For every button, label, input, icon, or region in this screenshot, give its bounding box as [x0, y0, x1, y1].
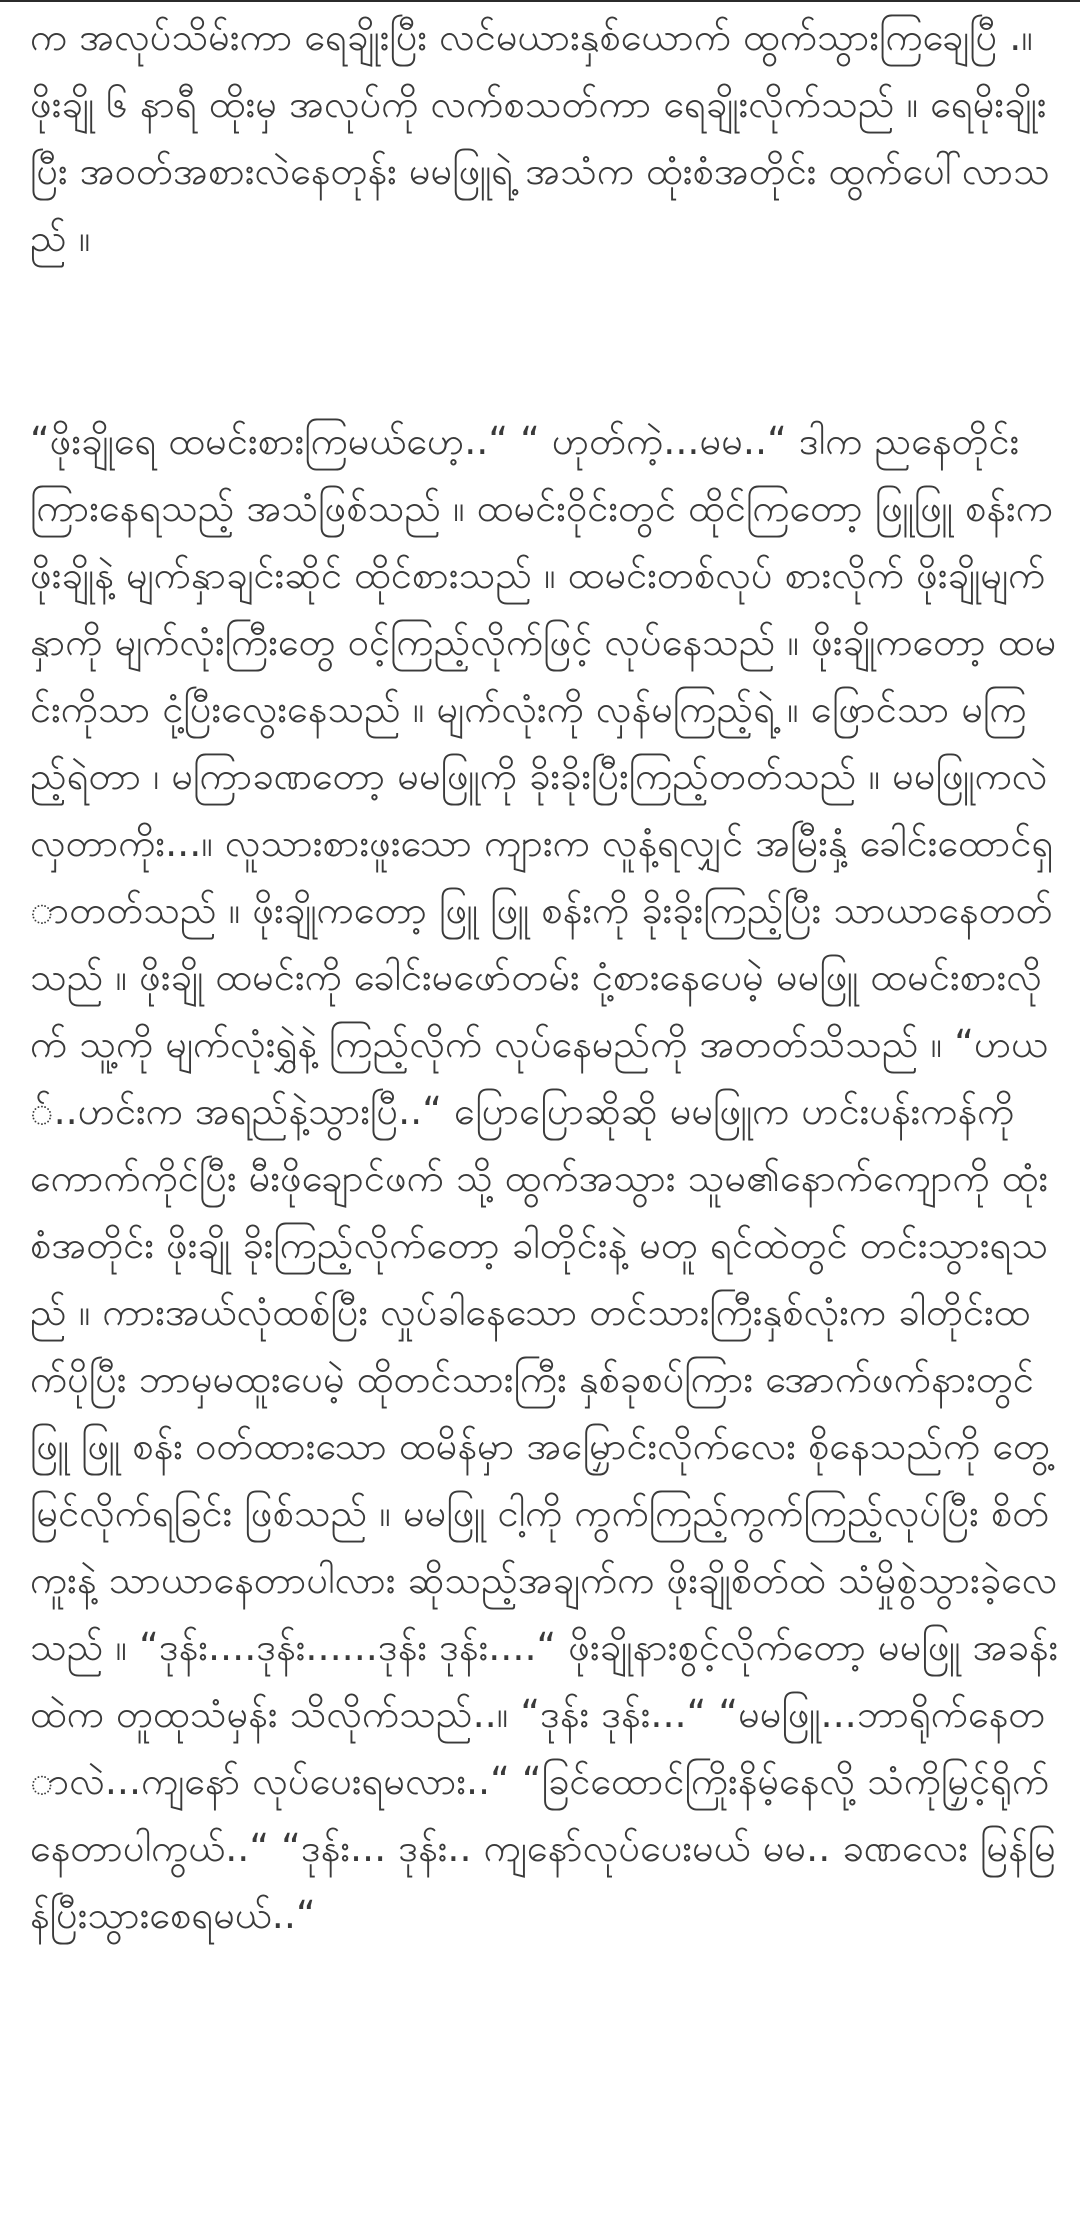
story-paragraph-1: က အလုပ်သိမ်းကာ ရေချိုးပြီး လင်မယားနှစ်ယောက် ထွက်သွားကြချေပြီ .။ ဖိုးချို ၆ နာရီ ထိုးမှ အလုပ်ကို လက်စသတ်ကာ ရေချိုးလိုက်သည် ။ ရေမိုးချိုးပြီး အဝတ်အစားလဲနေတုန်း မမဖြူရဲ့ အသံက ထုံးစံအတိုင်း ထွက်ပေါ်လာသည် ။	[30, 15, 1050, 260]
top-divider-line	[0, 0, 1080, 2]
reading-pane[interactable]	[30, 4, 1060, 2238]
story-paragraph-2: “ဖိုးချိုရေ ထမင်းစားကြမယ်ဟေ့..“ “ ဟုတ်ကဲ့...မမ..“ ဒါက ညနေတိုင်း ကြားနေရသည့် အသံဖြစ်သည် ။ ထမင်းဝိုင်းတွင် ထိုင်ကြတော့ ဖြူဖြူ စန်းက ဖိုးချိုနဲ့ မျက်နှာချင်းဆိုင် ထိုင်စားသည် ။ ထမင်းတစ်လုပ် စားလိုက် ဖိုးချိုမျက်နှာကို မျက်လုံးကြီးတွေ ဝင့်ကြည့်လိုက်ဖြင့် လုပ်နေသည် ။ ဖိုးချိုကတော့ ထမင်းကိုသာ ငုံ့ပြီးလွေးနေသည် ။ မျက်လုံးကို လှန်မကြည့်ရဲ့ ။ ဖြောင်သာ မကြည့်ရဲတာ ၊ မကြာခဏတော့ မမဖြူကို ခိုးခိုးပြီးကြည့်တတ်သည် ။ မမဖြူကလဲ လှတာကိုး...။ လူသားစားဖူးသော ကျားက လူနံ့ရလျှင် အမြီးနှံ့ ခေါင်းထောင်ရှာတတ်သည် ။ ဖိုးချိုကတော့ ဖြူ ဖြူ စန်းကို ခိုးခိုးကြည့်ပြီး သာယာနေတတ်သည် ။ ဖိုးချို ထမင်းကို ခေါင်းမဖော်တမ်း ငုံ့စားနေပေမဲ့ မမဖြူ ထမင်းစားလိုက် သူ့ကို မျက်လုံးရွှဲနဲ့ ကြည့်လိုက် လုပ်နေမည်ကို အတတ်သိသည် ။ “ဟယ်..ဟင်းက အရည်နဲ့သွားပြီ..“ ပြောပြောဆိုဆို မမဖြူက ဟင်းပန်းကန်ကို ကောက်ကိုင်ပြီး မီးဖိုချောင်ဖက် သို့ ထွက်အသွား သူမ၏နောက်ကျောကို ထုံးစံအတိုင်း ဖိုးချို ခိုးကြည့်လိုက်တော့ ခါတိုင်းနဲ့ မတူ ရင်ထဲတွင် တင်းသွားရသည် ။ ကားအယ်လုံထစ်ပြီး လှုပ်ခါနေသော တင်သားကြီးနှစ်လုံးက ခါတိုင်းထက်ပိုပြီး ဘာမှမထူးပေမဲ့ ထိုတင်သားကြီး နှစ်ခုစပ်ကြား အောက်ဖက်နားတွင် ဖြူ ဖြူ စန်း ဝတ်ထားသော ထမိန်မှာ အမြှောင်းလိုက်လေး စိုနေသည်ကို တွေ့မြင်လိုက်ရခြင်း ဖြစ်သည် ။ မမဖြူ ငါ့ကို ကွက်ကြည့်ကွက်ကြည့်လုပ်ပြီး စိတ်ကူးနဲ့ သာယာနေတာပါလား ဆိုသည့်အချက်က ဖိုးချိုစိတ်ထဲ သံမှိုစွဲသွားခဲ့လေသည် ။ “ဒုန်း....ဒုန်း......ဒုန်း ဒုန်း....“ ဖိုးချိုနားစွင့်လိုက်တော့ မမဖြူ အခန်းထဲက တူထုသံမှန်း သိလိုက်သည်..။ “ဒုန်း ဒုန်း...“ “မမဖြူ...ဘာရိုက်နေတာလဲ...ကျနော် လုပ်ပေးရမလား..“ “ခြင်ထောင်ကြိုးနိမ့်နေလို့ သံကိုမြှင့်ရိုက်နေတာပါကွယ်..“ “ဒုန်း... ဒုန်း.. ကျနော်လုပ်ပေးမယ် မမ.. ခဏလေး မြန်မြန်ပြီးသွားစေရမယ်..“	[30, 419, 1059, 1937]
